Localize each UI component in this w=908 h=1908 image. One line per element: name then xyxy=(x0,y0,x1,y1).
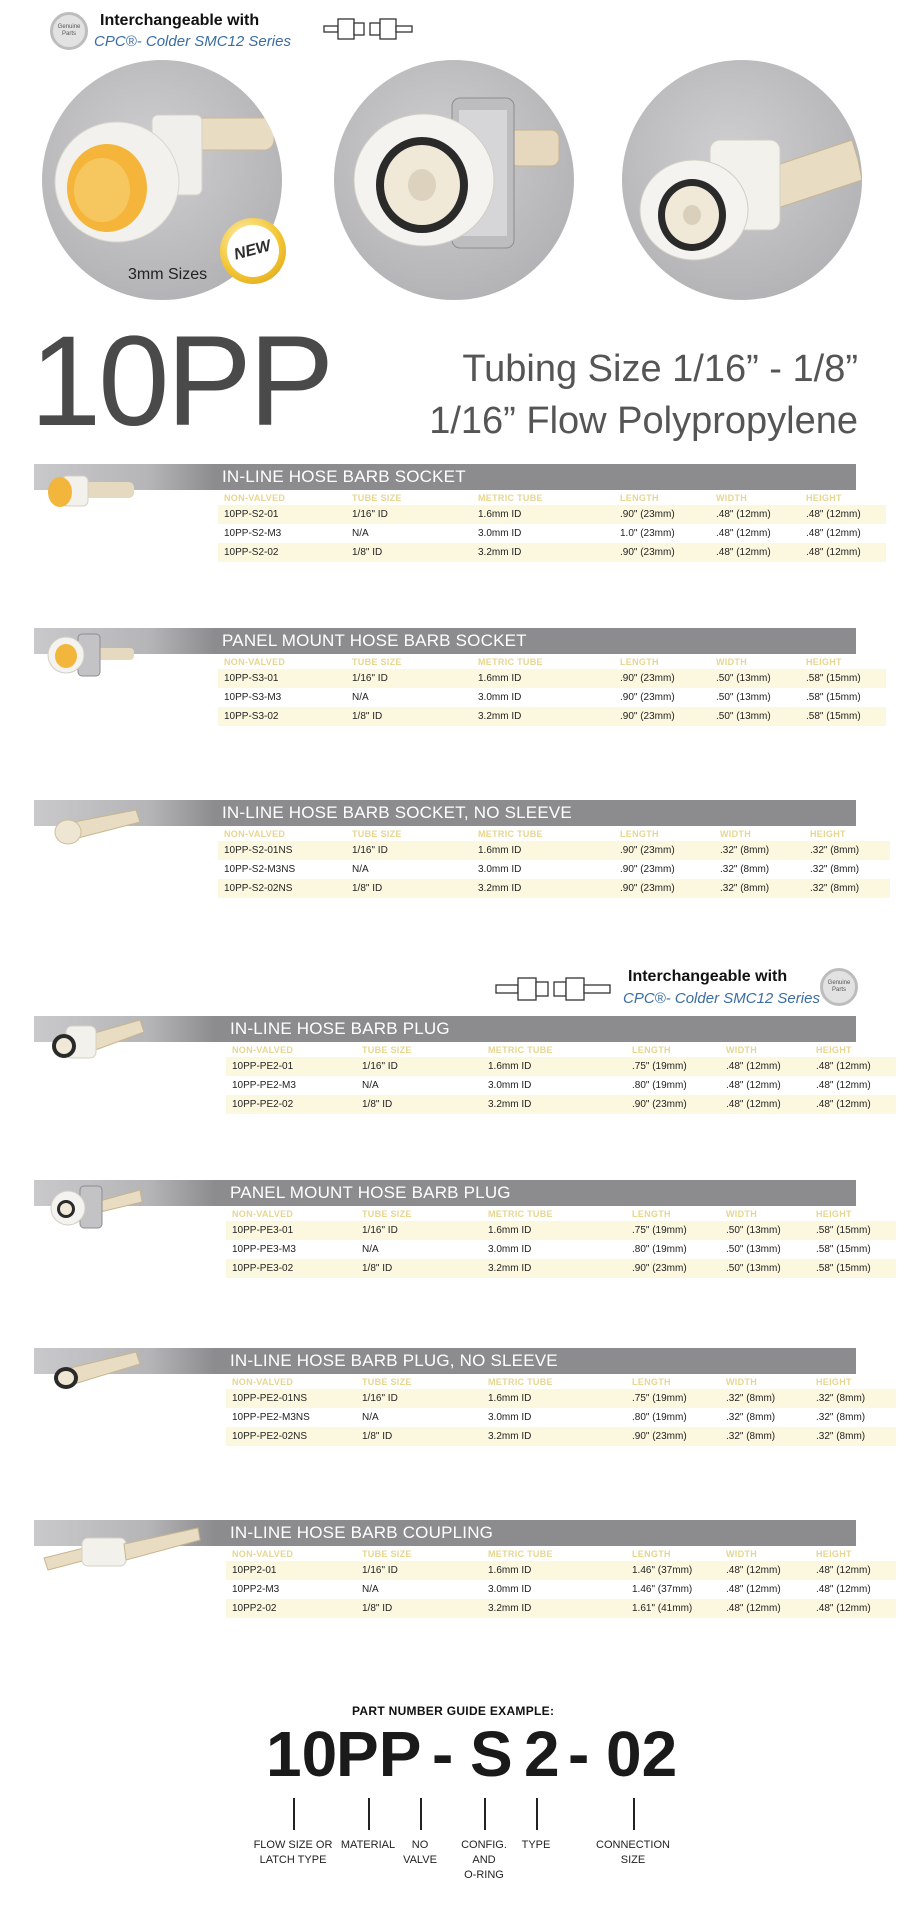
spec-cell: .90" (23mm) xyxy=(614,841,714,860)
spec-cell: .48" (12mm) xyxy=(800,505,886,524)
table-row xyxy=(226,1057,896,1076)
product-code: 10PP xyxy=(30,310,332,453)
guide-connector-line xyxy=(420,1798,422,1830)
guide-label-line: TYPE xyxy=(521,1839,551,1851)
section-title: IN-LINE HOSE BARB SOCKET, NO SLEEVE xyxy=(222,803,572,822)
spec-cell: .48" (12mm) xyxy=(720,1076,810,1095)
guide-connector-line xyxy=(293,1798,295,1830)
spec-table xyxy=(218,491,886,562)
spec-column-header: NON-VALVED xyxy=(224,657,286,667)
spec-cell: .90" (23mm) xyxy=(626,1259,720,1278)
spec-cell: 1/16" ID xyxy=(356,1057,482,1076)
spec-cell: .90" (23mm) xyxy=(626,1427,720,1446)
section-product-image xyxy=(44,1178,214,1248)
table-row xyxy=(218,879,890,898)
section-product-image xyxy=(44,1014,214,1084)
spec-column-header: METRIC TUBE xyxy=(488,1377,553,1387)
spec-cell: 1/16" ID xyxy=(356,1561,482,1580)
spec-cell: .48" (12mm) xyxy=(720,1561,810,1580)
spec-cell: .90" (23mm) xyxy=(614,505,710,524)
spec-cell: 10PP-S2-01 xyxy=(218,505,346,524)
spec-column-header: WIDTH xyxy=(716,493,747,503)
spec-cell: .90" (23mm) xyxy=(626,1095,720,1114)
spec-cell: .80" (19mm) xyxy=(626,1240,720,1259)
spec-cell: 1/16" ID xyxy=(356,1389,482,1408)
guide-part-segment: PP xyxy=(336,1718,422,1790)
section-product-image xyxy=(44,798,214,868)
spec-table xyxy=(226,1547,896,1618)
spec-cell: .48" (12mm) xyxy=(720,1599,810,1618)
guide-heading: PART NUMBER GUIDE EXAMPLE: xyxy=(352,1704,555,1718)
spec-column-header: TUBE SIZE xyxy=(352,829,402,839)
spec-column-header: TUBE SIZE xyxy=(352,493,402,503)
spec-cell: .58" (15mm) xyxy=(810,1240,896,1259)
section-product-image xyxy=(44,1346,214,1416)
section-title: IN-LINE HOSE BARB SOCKET xyxy=(222,467,466,486)
spec-cell: 1.6mm ID xyxy=(482,1221,626,1240)
spec-cell: .50" (13mm) xyxy=(720,1240,810,1259)
spec-cell: .32" (8mm) xyxy=(714,841,804,860)
flow-material-line: 1/16” Flow Polypropylene xyxy=(429,400,858,442)
spec-cell: .50" (13mm) xyxy=(710,669,800,688)
guide-connector-line xyxy=(484,1798,486,1830)
spec-cell: 1.46" (37mm) xyxy=(626,1561,720,1580)
guide-label-line: LATCH TYPE xyxy=(259,1854,327,1866)
spec-cell: .48" (12mm) xyxy=(810,1057,896,1076)
logo-text-2: Genuine Parts xyxy=(827,980,851,993)
tubing-size-line: Tubing Size 1/16” - 1/8” xyxy=(462,348,858,390)
spec-cell: 10PP-S2-M3 xyxy=(218,524,346,543)
spec-cell: 3.0mm ID xyxy=(482,1408,626,1427)
spec-cell: .48" (12mm) xyxy=(810,1580,896,1599)
panel-mount-illustration xyxy=(334,60,574,300)
connector-pair-icon xyxy=(322,16,414,44)
spec-cell: 1/8" ID xyxy=(356,1599,482,1618)
spec-header-row xyxy=(226,1375,896,1389)
table-row xyxy=(226,1599,896,1618)
table-row xyxy=(226,1221,896,1240)
guide-part-segment: S xyxy=(470,1718,513,1790)
spec-cell: .32" (8mm) xyxy=(804,860,890,879)
spec-table xyxy=(226,1043,896,1114)
section-product-image xyxy=(44,462,214,532)
spec-column-header: LENGTH xyxy=(620,657,659,667)
spec-cell: .75" (19mm) xyxy=(626,1057,720,1076)
spec-cell: 1/8" ID xyxy=(356,1427,482,1446)
spec-cell: 10PP2-M3 xyxy=(226,1580,356,1599)
spec-cell: .32" (8mm) xyxy=(714,860,804,879)
plug-illustration xyxy=(622,60,862,300)
spec-header-row xyxy=(218,491,886,505)
section-product-image xyxy=(40,1518,210,1588)
spec-cell: 3.0mm ID xyxy=(482,1076,626,1095)
spec-column-header: WIDTH xyxy=(716,657,747,667)
spec-cell: .58" (15mm) xyxy=(810,1259,896,1278)
spec-cell: .75" (19mm) xyxy=(626,1221,720,1240)
table-row xyxy=(226,1427,896,1446)
spec-column-header: WIDTH xyxy=(726,1045,757,1055)
spec-cell: .50" (13mm) xyxy=(720,1259,810,1278)
spec-column-header: HEIGHT xyxy=(810,829,846,839)
spec-cell: 1/16" ID xyxy=(346,505,472,524)
spec-table xyxy=(218,827,890,898)
spec-cell: N/A xyxy=(356,1580,482,1599)
spec-cell: .32" (8mm) xyxy=(810,1427,896,1446)
spec-cell: 1/16" ID xyxy=(346,841,472,860)
table-row xyxy=(226,1095,896,1114)
spec-cell: N/A xyxy=(356,1240,482,1259)
spec-column-header: TUBE SIZE xyxy=(352,657,402,667)
interchangeable-subtitle: CPC®- Colder SMC12 Series xyxy=(94,33,291,50)
spec-cell: 3.2mm ID xyxy=(482,1259,626,1278)
spec-column-header: METRIC TUBE xyxy=(478,657,543,667)
spec-cell: 1/8" ID xyxy=(356,1259,482,1278)
spec-cell: .90" (23mm) xyxy=(614,860,714,879)
spec-cell: 3.2mm ID xyxy=(482,1599,626,1618)
section-title: PANEL MOUNT HOSE BARB PLUG xyxy=(230,1183,511,1202)
spec-cell: .32" (8mm) xyxy=(810,1389,896,1408)
spec-cell: N/A xyxy=(346,860,472,879)
spec-cell: .90" (23mm) xyxy=(614,669,710,688)
spec-cell: .48" (12mm) xyxy=(720,1095,810,1114)
guide-label-line: NO xyxy=(411,1839,429,1851)
spec-cell: 3.0mm ID xyxy=(472,688,614,707)
spec-column-header: TUBE SIZE xyxy=(362,1377,412,1387)
spec-cell: 1.46" (37mm) xyxy=(626,1580,720,1599)
spec-column-header: HEIGHT xyxy=(816,1377,852,1387)
spec-cell: .48" (12mm) xyxy=(810,1561,896,1580)
spec-column-header: NON-VALVED xyxy=(232,1209,294,1219)
spec-cell: 10PP2-01 xyxy=(226,1561,356,1580)
spec-cell: 10PP-PE2-M3NS xyxy=(226,1408,356,1427)
new-badge-label: NEW xyxy=(232,237,274,264)
spec-column-header: NON-VALVED xyxy=(232,1549,294,1559)
spec-header-row xyxy=(218,655,886,669)
spec-cell: 10PP-PE3-01 xyxy=(226,1221,356,1240)
table-row xyxy=(218,841,890,860)
product-photo-panel-mount xyxy=(334,60,574,300)
spec-cell: .48" (12mm) xyxy=(800,543,886,562)
spec-column-header: NON-VALVED xyxy=(232,1377,294,1387)
spec-header-row xyxy=(226,1043,896,1057)
spec-table xyxy=(218,655,886,726)
spec-cell: 10PP-PE2-M3 xyxy=(226,1076,356,1095)
spec-cell: 10PP-PE3-02 xyxy=(226,1259,356,1278)
guide-label-line: O-RING xyxy=(464,1869,504,1881)
spec-column-header: HEIGHT xyxy=(816,1209,852,1219)
guide-part-segment: 2 xyxy=(524,1718,560,1790)
table-row xyxy=(218,543,886,562)
spec-column-header: METRIC TUBE xyxy=(488,1045,553,1055)
spec-cell: .32" (8mm) xyxy=(720,1408,810,1427)
spec-cell: 10PP-S3-01 xyxy=(218,669,346,688)
guide-label-line: CONNECTION xyxy=(596,1839,670,1851)
spec-cell: .80" (19mm) xyxy=(626,1408,720,1427)
table-row xyxy=(218,860,890,879)
spec-cell: 10PP-PE3-M3 xyxy=(226,1240,356,1259)
spec-cell: .32" (8mm) xyxy=(720,1389,810,1408)
guide-part-segment: 10 xyxy=(266,1718,338,1790)
spec-cell: 1/8" ID xyxy=(346,707,472,726)
spec-column-header: WIDTH xyxy=(726,1549,757,1559)
spec-cell: .48" (12mm) xyxy=(810,1599,896,1618)
spec-column-header: WIDTH xyxy=(726,1377,757,1387)
guide-label-line: FLOW SIZE OR xyxy=(253,1839,333,1851)
spec-column-header: TUBE SIZE xyxy=(362,1045,412,1055)
spec-cell: .48" (12mm) xyxy=(810,1095,896,1114)
spec-cell: 1.6mm ID xyxy=(482,1389,626,1408)
spec-cell: .90" (23mm) xyxy=(614,543,710,562)
guide-label-line: SIZE xyxy=(620,1854,646,1866)
spec-cell: .90" (23mm) xyxy=(614,688,710,707)
spec-column-header: WIDTH xyxy=(720,829,751,839)
interchangeable-title: Interchangeable with xyxy=(100,12,260,29)
table-row xyxy=(226,1076,896,1095)
spec-column-header: METRIC TUBE xyxy=(488,1549,553,1559)
spec-column-header: LENGTH xyxy=(632,1377,671,1387)
spec-cell: 1.6mm ID xyxy=(482,1561,626,1580)
table-row xyxy=(218,688,886,707)
genuine-parts-logo xyxy=(50,12,88,50)
guide-connector-line xyxy=(536,1798,538,1830)
spec-table xyxy=(226,1375,896,1446)
spec-header-row xyxy=(218,827,890,841)
spec-cell: .32" (8mm) xyxy=(810,1408,896,1427)
section-title: PANEL MOUNT HOSE BARB SOCKET xyxy=(222,631,527,650)
spec-cell: .48" (12mm) xyxy=(710,543,800,562)
spec-column-header: NON-VALVED xyxy=(224,829,286,839)
spec-column-header: LENGTH xyxy=(632,1549,671,1559)
spec-cell: 1.6mm ID xyxy=(472,505,614,524)
spec-cell: 10PP-S2-M3NS xyxy=(218,860,346,879)
spec-cell: 3.0mm ID xyxy=(472,860,614,879)
spec-cell: N/A xyxy=(356,1076,482,1095)
spec-cell: 3.0mm ID xyxy=(482,1240,626,1259)
spec-header-row xyxy=(226,1207,896,1221)
spec-cell: 3.0mm ID xyxy=(472,524,614,543)
spec-cell: .48" (12mm) xyxy=(710,524,800,543)
table-row xyxy=(226,1259,896,1278)
spec-cell: 1/16" ID xyxy=(356,1221,482,1240)
spec-column-header: TUBE SIZE xyxy=(362,1209,412,1219)
genuine-parts-logo-2 xyxy=(820,968,858,1006)
table-row xyxy=(218,707,886,726)
spec-cell: .32" (8mm) xyxy=(804,879,890,898)
spec-column-header: METRIC TUBE xyxy=(488,1209,553,1219)
spec-cell: .32" (8mm) xyxy=(720,1427,810,1446)
spec-cell: .32" (8mm) xyxy=(804,841,890,860)
spec-cell: 10PP-PE2-02 xyxy=(226,1095,356,1114)
guide-label-line: MATERIAL xyxy=(340,1839,396,1851)
logo-text: Genuine Parts xyxy=(57,24,81,37)
spec-cell: 1.6mm ID xyxy=(482,1057,626,1076)
spec-cell: .32" (8mm) xyxy=(714,879,804,898)
spec-cell: N/A xyxy=(356,1408,482,1427)
spec-column-header: NON-VALVED xyxy=(232,1045,294,1055)
spec-cell: N/A xyxy=(346,524,472,543)
table-row xyxy=(226,1561,896,1580)
new-badge xyxy=(220,218,286,284)
guide-connector-line xyxy=(633,1798,635,1830)
spec-cell: .75" (19mm) xyxy=(626,1389,720,1408)
spec-column-header: TUBE SIZE xyxy=(362,1549,412,1559)
spec-cell: 3.2mm ID xyxy=(482,1427,626,1446)
spec-cell: .50" (13mm) xyxy=(710,707,800,726)
spec-cell: .80" (19mm) xyxy=(626,1076,720,1095)
section-title: IN-LINE HOSE BARB PLUG xyxy=(230,1019,450,1038)
spec-cell: 1.0" (23mm) xyxy=(614,524,710,543)
spec-column-header: METRIC TUBE xyxy=(478,493,543,503)
spec-cell: .58" (15mm) xyxy=(800,707,886,726)
interchangeable-subtitle-2: CPC®- Colder SMC12 Series xyxy=(623,990,820,1007)
spec-cell: 3.0mm ID xyxy=(482,1580,626,1599)
spec-cell: .90" (23mm) xyxy=(614,879,714,898)
spec-column-header: HEIGHT xyxy=(816,1549,852,1559)
spec-column-header: WIDTH xyxy=(726,1209,757,1219)
spec-cell: .58" (15mm) xyxy=(800,688,886,707)
spec-column-header: HEIGHT xyxy=(806,493,842,503)
spec-column-header: LENGTH xyxy=(620,493,659,503)
guide-label xyxy=(583,1838,683,1868)
spec-cell: N/A xyxy=(346,688,472,707)
spec-cell: 3.2mm ID xyxy=(472,879,614,898)
guide-label-line: AND xyxy=(472,1854,496,1866)
table-row xyxy=(218,669,886,688)
guide-label xyxy=(486,1838,586,1853)
table-row xyxy=(218,524,886,543)
spec-cell: 1/8" ID xyxy=(356,1095,482,1114)
spec-cell: 3.2mm ID xyxy=(472,543,614,562)
spec-cell: 10PP-PE2-01NS xyxy=(226,1389,356,1408)
spec-cell: 10PP-S3-02 xyxy=(218,707,346,726)
spec-cell: 10PP-S2-02 xyxy=(218,543,346,562)
spec-cell: 10PP-S2-02NS xyxy=(218,879,346,898)
guide-part-segment: 02 xyxy=(606,1718,678,1790)
spec-cell: 1.6mm ID xyxy=(472,841,614,860)
spec-cell: .50" (13mm) xyxy=(720,1221,810,1240)
spec-column-header: NON-VALVED xyxy=(224,493,286,503)
table-row xyxy=(226,1408,896,1427)
section-title: IN-LINE HOSE BARB COUPLING xyxy=(230,1523,494,1542)
guide-part-segment: - xyxy=(568,1718,590,1790)
spec-column-header: LENGTH xyxy=(632,1045,671,1055)
spec-cell: 1/8" ID xyxy=(346,543,472,562)
spec-cell: 3.2mm ID xyxy=(482,1095,626,1114)
spec-cell: 1.6mm ID xyxy=(472,669,614,688)
interchangeable-title-2: Interchangeable with xyxy=(628,968,788,985)
spec-cell: 1/16" ID xyxy=(346,669,472,688)
spec-header-row xyxy=(226,1547,896,1561)
spec-column-header: LENGTH xyxy=(620,829,659,839)
spec-cell: 10PP-PE2-02NS xyxy=(226,1427,356,1446)
spec-cell: .50" (13mm) xyxy=(710,688,800,707)
spec-column-header: HEIGHT xyxy=(806,657,842,667)
sizes-caption: 3mm Sizes xyxy=(128,266,208,283)
table-row xyxy=(226,1580,896,1599)
spec-table xyxy=(226,1207,896,1278)
spec-cell: 3.2mm ID xyxy=(472,707,614,726)
spec-cell: .48" (12mm) xyxy=(720,1057,810,1076)
spec-column-header: HEIGHT xyxy=(816,1045,852,1055)
section-title: IN-LINE HOSE BARB PLUG, NO SLEEVE xyxy=(230,1351,558,1370)
spec-cell: .48" (12mm) xyxy=(710,505,800,524)
spec-column-header: METRIC TUBE xyxy=(478,829,543,839)
spec-cell: 10PP2-02 xyxy=(226,1599,356,1618)
spec-cell: 10PP-S2-01NS xyxy=(218,841,346,860)
table-row xyxy=(226,1389,896,1408)
guide-connector-line xyxy=(368,1798,370,1830)
guide-part-segment: - xyxy=(432,1718,454,1790)
guide-label-line: CONFIG. xyxy=(461,1839,507,1851)
table-row xyxy=(226,1240,896,1259)
spec-cell: 1.61" (41mm) xyxy=(626,1599,720,1618)
spec-cell: .90" (23mm) xyxy=(614,707,710,726)
section-product-image xyxy=(44,626,214,696)
connector-pair-icon-2 xyxy=(494,974,612,1004)
table-row xyxy=(218,505,886,524)
spec-cell: 1/8" ID xyxy=(346,879,472,898)
product-photo-plug xyxy=(622,60,862,300)
spec-cell: 10PP-S3-M3 xyxy=(218,688,346,707)
guide-label-line: VALVE xyxy=(403,1854,437,1866)
spec-cell: .58" (15mm) xyxy=(810,1221,896,1240)
spec-cell: .48" (12mm) xyxy=(800,524,886,543)
spec-cell: .48" (12mm) xyxy=(810,1076,896,1095)
spec-cell: .48" (12mm) xyxy=(720,1580,810,1599)
spec-column-header: LENGTH xyxy=(632,1209,671,1219)
spec-cell: 10PP-PE2-01 xyxy=(226,1057,356,1076)
spec-cell: .58" (15mm) xyxy=(800,669,886,688)
